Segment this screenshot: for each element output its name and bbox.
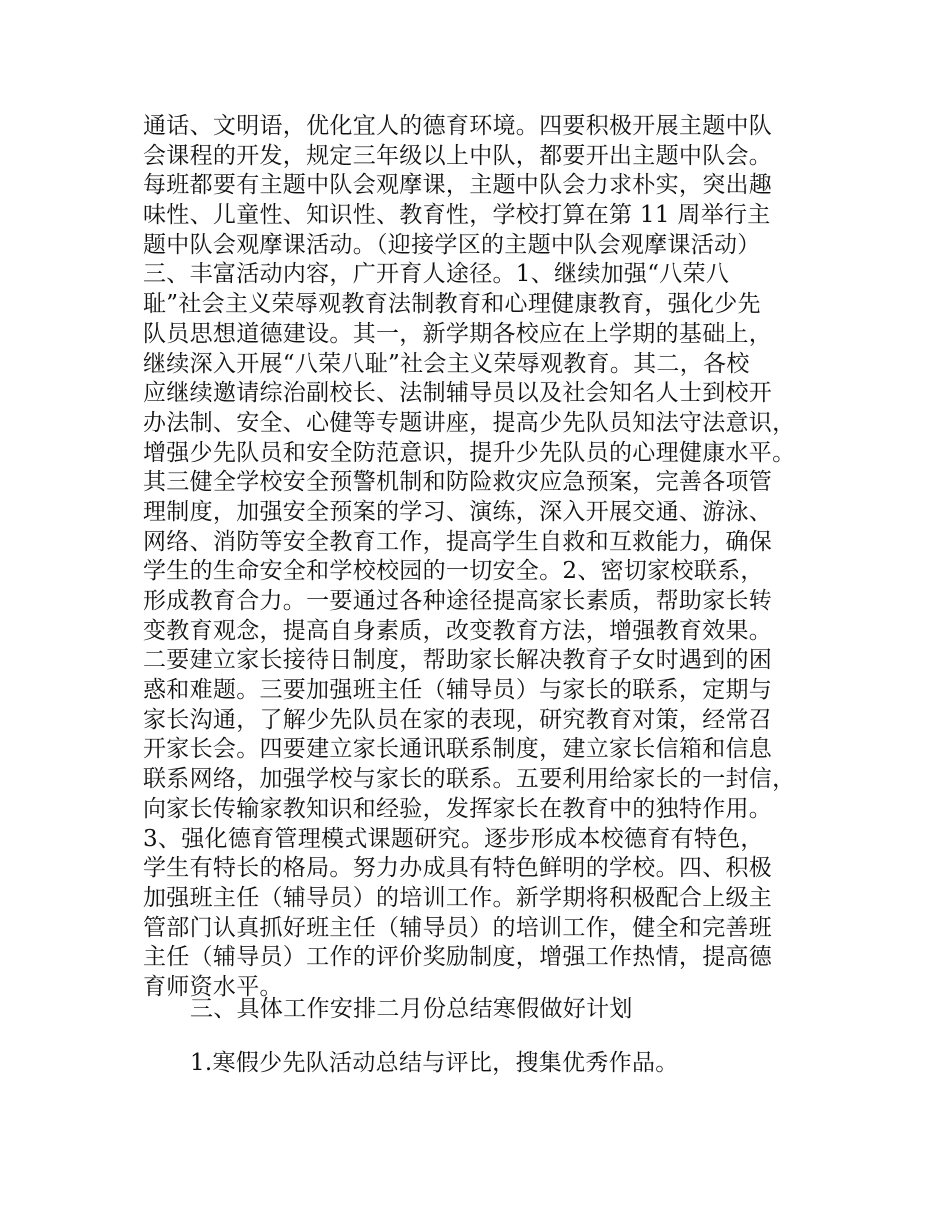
text-line: 继续深入开展“八荣八耻”社会主义荣辱观教育。其二，各校 — [143, 350, 750, 377]
text-line: 变教育观念，提高自身素质，改变教育方法，增强教育效果。 — [143, 617, 773, 644]
text-line: 队员思想道德建设。其一，新学期各校应在上学期的基础上， — [143, 320, 773, 347]
text-line: 开家长会。四要建立家长通讯联系制度，建立家长信箱和信息 — [143, 736, 773, 763]
text-line: 三、丰富活动内容，广开育人途径。1、继续加强“八荣八 — [143, 261, 730, 288]
text-line: 二要建立家长接待日制度，帮助家长解决教育子女时遇到的困 — [143, 647, 773, 674]
text-line: 每班都要有主题中队会观摩课，主题中队会力求朴实，突出趣 — [143, 172, 773, 199]
text-line: 主任（辅导员）工作的评价奖励制度，增强工作热情，提高德 — [143, 944, 773, 971]
text-line: 应继续邀请综治副校长、法制辅导员以及社会知名人士到校开 — [143, 380, 773, 407]
text-line: 管部门认真抓好班主任（辅导员）的培训工作，健全和完善班 — [143, 914, 773, 941]
text-line: 味性、儿童性、知识性、教育性，学校打算在第 11 周举行主 — [143, 202, 771, 229]
text-line: 家长沟通，了解少先队员在家的表现，研究教育对策，经常召 — [143, 706, 773, 733]
text-line: 耻”社会主义荣辱观教育法制教育和心理健康教育，强化少先 — [143, 291, 761, 318]
text-line: 网络、消防等安全教育工作，提高学生自救和互救能力，确保 — [143, 528, 773, 555]
text-line: 育师资水平。 — [143, 973, 283, 1000]
body-text — [143, 112, 843, 1003]
list-item: 1.寒假少先队活动总结与评比，搜集优秀作品。 — [190, 1050, 679, 1076]
text-line: 理制度，加强安全预案的学习、演练，深入开展交通、游泳、 — [143, 498, 773, 525]
text-line: 办法制、安全、心健等专题讲座，提高少先队员知法守法意识， — [143, 409, 796, 436]
text-line: 向家长传输家教知识和经验，发挥家长在教育中的独特作用。 — [143, 795, 773, 822]
section-heading: 三、具体工作安排二月份总结寒假做好计划 — [190, 996, 633, 1022]
text-line: 题中队会观摩课活动。（迎接学区的主题中队会观摩课活动） — [143, 231, 761, 258]
text-line: 联系网络，加强学校与家长的联系。五要利用给家长的一封信， — [143, 766, 796, 793]
text-line: 通话、文明语，优化宜人的德育环境。四要积极开展主题中队 — [143, 113, 773, 139]
text-line: 学生的生命安全和学校校园的一切安全。2、密切家校联系， — [143, 558, 764, 585]
text-line: 会课程的开发，规定三年级以上中队，都要开出主题中队会。 — [143, 142, 773, 169]
text-line: 3、强化德育管理模式课题研究。逐步形成本校德育有特色， — [143, 825, 764, 852]
text-line: 加强班主任（辅导员）的培训工作。新学期将积极配合上级主 — [143, 884, 773, 911]
text-line: 其三健全学校安全预警机制和防险救灾应急预案，完善各项管 — [143, 469, 773, 496]
text-line: 形成教育合力。一要通过各种途径提高家长素质，帮助家长转 — [143, 588, 773, 614]
text-line: 增强少先队员和安全防范意识，提升少先队员的心理健康水平。 — [143, 439, 796, 466]
text-line: 学生有特长的格局。努力办成具有特色鲜明的学校。四、积极 — [143, 855, 773, 882]
text-line: 惑和难题。三要加强班主任（辅导员）与家长的联系，定期与 — [143, 677, 773, 704]
